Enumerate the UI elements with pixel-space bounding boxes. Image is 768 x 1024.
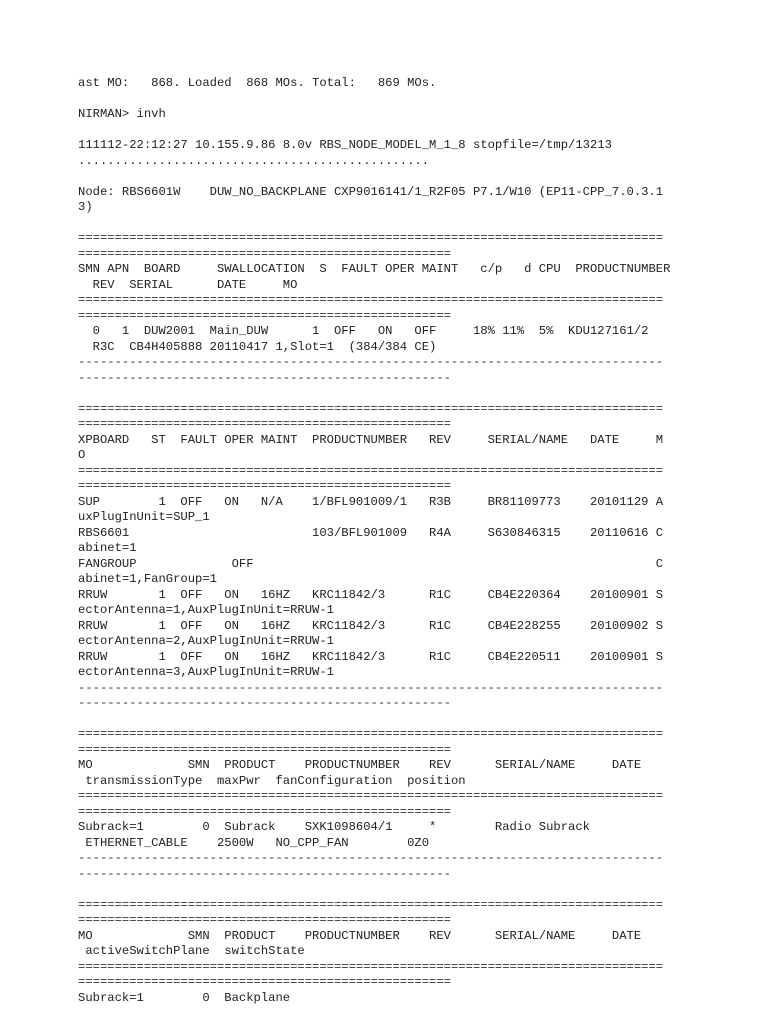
separator-line: -------------------------------------------------------------------------------- (78, 680, 664, 695)
separator-line: ================================================================================ (78, 727, 664, 741)
separator-line: ================================================================================ (78, 231, 664, 245)
output-line: 0 1 DUW2001 Main_DUW 1 OFF ON OFF 18% 11% 5% KDU127161/2 (78, 324, 649, 338)
separator-line: ================================================================================ (78, 293, 664, 307)
separator-line: -------------------------------------------------------------------------------- (78, 355, 664, 369)
blank-line (78, 712, 698, 728)
output-line: RBS6601 103/BFL901009 R4A S630846315 20110616 C (78, 525, 664, 540)
separator-line: =================================================== (78, 975, 451, 989)
blank-line (78, 882, 698, 898)
output-line: ETHERNET_CABLE 2500W NO_CPP_FAN 0Z0 (78, 835, 430, 850)
separator-line: --------------------------------------------------- (78, 370, 451, 385)
output-line: abinet=1,FanGroup=1 (78, 572, 217, 586)
output-line: XPBOARD ST FAULT OPER MAINT PRODUCTNUMBER REV SERIAL/NAME DATE M (78, 432, 664, 447)
output-line: ectorAntenna=3,AuxPlugInUnit=RRUW-1 (78, 665, 334, 679)
output-line: SMN APN BOARD SWALLOCATION S FAULT OPER MAINT c/p d CPU PRODUCTNUMBER (78, 262, 671, 276)
blank-line (78, 169, 698, 185)
blank-line (78, 123, 698, 139)
output-line: RRUW 1 OFF ON 16HZ KRC11842/3 R1C CB4E220511 20100901 S (78, 649, 664, 664)
output-line: RRUW 1 OFF ON 16HZ KRC11842/3 R1C CB4E220364 20100901 S (78, 587, 664, 602)
separator-line: =================================================== (78, 804, 451, 819)
separator-line: --------------------------------------------------- (78, 866, 451, 881)
output-line: abinet=1 (78, 541, 137, 555)
output-line: ast MO: 868. Loaded 868 MOs. Total: 869 MOs. (78, 76, 437, 90)
terminal-output (78, 76, 698, 1006)
output-line: FANGROUP OFF C (78, 556, 664, 571)
separator-line: ================================================================================ (78, 959, 664, 974)
output-line: MO SMN PRODUCT PRODUCTNUMBER REV SERIAL/NAME DATE (78, 758, 642, 772)
output-line: uxPlugInUnit=SUP_1 (78, 510, 210, 524)
separator-line: =================================================== (78, 417, 451, 431)
output-line: R3C CB4H405888 20110417 1,Slot=1 (384/384 CE) (78, 339, 437, 354)
separator-line: -------------------------------------------------------------------------------- (78, 851, 664, 865)
output-line: Subrack=1 0 Subrack SXK1098604/1 * Radio Subrack (78, 820, 590, 834)
output-line: ................................................ (78, 153, 430, 168)
output-line: REV SERIAL DATE MO (78, 277, 298, 292)
separator-line: =================================================== (78, 913, 451, 927)
separator-line: ================================================================================ (78, 401, 664, 416)
output-line: Subrack=1 0 Backplane (78, 990, 291, 1005)
output-line: transmissionType maxPwr fanConfiguration position (78, 773, 466, 788)
output-line: MO SMN PRODUCT PRODUCTNUMBER REV SERIAL/NAME DATE (78, 928, 642, 943)
output-line: 3) (78, 200, 93, 214)
blank-line (78, 92, 698, 108)
separator-line: =================================================== (78, 742, 451, 757)
separator-line: =================================================== (78, 308, 451, 323)
output-line: O (78, 448, 86, 462)
separator-line: ================================================================================ (78, 789, 664, 803)
output-line: RRUW 1 OFF ON 16HZ KRC11842/3 R1C CB4E228255 20100902 S (78, 618, 664, 633)
output-line: activeSwitchPlane switchState (78, 944, 305, 958)
blank-line (78, 216, 698, 232)
output-line: NIRMAN> invh (78, 107, 166, 121)
separator-line: =================================================== (78, 246, 451, 261)
output-line: SUP 1 OFF ON N/A 1/BFL901009/1 R3B BR81109773 20101129 A (78, 494, 664, 509)
output-line: 111112-22:12:27 10.155.9.86 8.0v RBS_NODE_MODEL_M_1_8 stopfile=/tmp/13213 (78, 138, 612, 152)
output-line: ectorAntenna=1,AuxPlugInUnit=RRUW-1 (78, 603, 334, 617)
separator-line: ================================================================================ (78, 897, 664, 912)
separator-line: =================================================== (78, 479, 451, 493)
output-line: Node: RBS6601W DUW_NO_BACKPLANE CXP9016141/1_R2F05 P7.1/W10 (EP11-CPP_7.0.3.1 (78, 184, 664, 199)
separator-line: --------------------------------------------------- (78, 696, 451, 710)
separator-line: ================================================================================ (78, 463, 664, 478)
blank-line (78, 386, 698, 402)
output-line: ectorAntenna=2,AuxPlugInUnit=RRUW-1 (78, 634, 334, 648)
